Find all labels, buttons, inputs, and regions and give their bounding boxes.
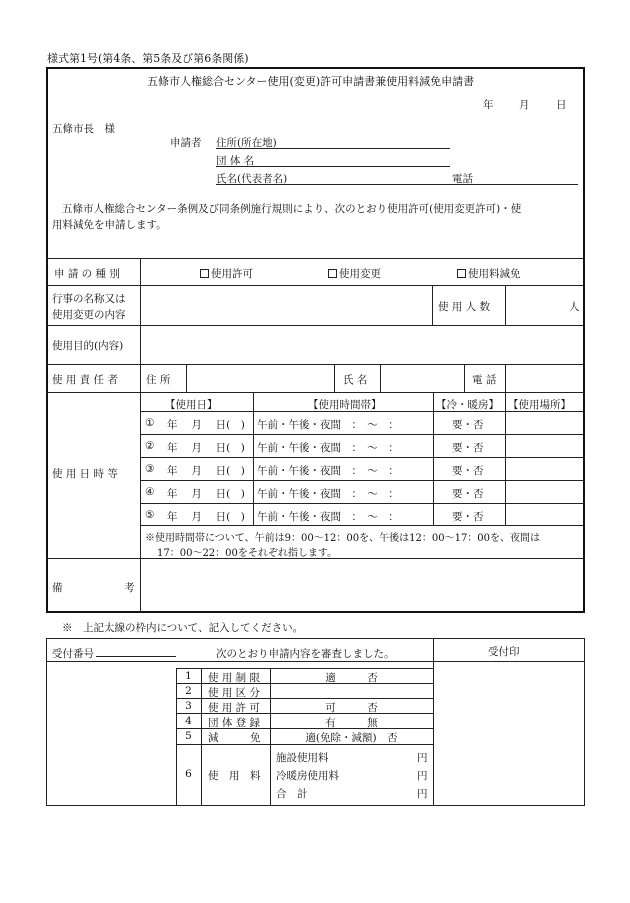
remarks-label-2: 考 — [124, 582, 135, 594]
yen-1: 円 — [417, 752, 428, 764]
row-time: 午前・午後・夜間 ： ～ ： — [257, 465, 399, 477]
checkbox-icon[interactable] — [328, 269, 337, 278]
row-ac: 要・否 — [452, 465, 484, 477]
event-label-1: 行事の名称又は — [52, 293, 126, 305]
resp-name-label: 氏 名 — [343, 374, 368, 386]
datetime-label: 使 用 日 時 等 — [52, 468, 118, 480]
row-date: 年 月 日( ) — [167, 465, 245, 477]
row-time: 午前・午後・夜間 ： ～ ： — [257, 511, 399, 523]
form-header: 様式第1号(第4条、第5条及び第6条関係) — [47, 52, 249, 65]
row-ac: 要・否 — [452, 419, 484, 431]
row-date: 年 月 日( ) — [167, 511, 245, 523]
row-date: 年 月 日( ) — [167, 442, 245, 454]
body-text-2: 用料減免を申請します。 — [52, 219, 167, 231]
checkbox-icon[interactable] — [457, 269, 466, 278]
row-time: 午前・午後・夜間 ： ～ ： — [257, 488, 399, 500]
receipt-number-label: 受付番号 — [52, 646, 176, 661]
resp-address-label: 住 所 — [146, 374, 171, 386]
applicant-label: 申請者 — [170, 137, 202, 149]
date-day: 日 — [556, 99, 567, 111]
applicant-group-field[interactable]: 団 体 名 — [216, 153, 450, 167]
body-text-1: 五條市人権総合センター条例及び同条例施行規則により、次のとおり使用許可(使用変更許可)・使 — [62, 203, 522, 215]
fee-ac: 冷暖房使用料 — [276, 770, 339, 782]
row-number: ② — [145, 440, 155, 452]
addressee: 五條市長 様 — [52, 123, 115, 135]
row-ac: 要・否 — [452, 442, 484, 454]
row-time: 午前・午後・夜間 ： ～ ： — [257, 442, 399, 454]
option-use-change[interactable]: 使用変更 — [328, 266, 381, 281]
type-label: 申 請 の 種 別 — [54, 268, 120, 280]
reception-stamp-label: 受付印 — [488, 646, 520, 658]
row-date: 年 月 日( ) — [167, 419, 245, 431]
applicant-name-field[interactable]: 氏名(代表者名) 電話 — [216, 171, 578, 185]
fee-total: 合 計 — [276, 788, 308, 800]
yen-3: 円 — [417, 788, 428, 800]
form-title: 五條市人権総合センター使用(変更)許可申請書兼使用料減免申請書 — [147, 75, 475, 88]
row-number: ④ — [145, 486, 155, 498]
row-ac: 要・否 — [452, 488, 484, 500]
event-label-2: 使用変更の内容 — [52, 309, 126, 321]
checkbox-icon[interactable] — [200, 269, 209, 278]
purpose-label: 使用目的(内容) — [52, 340, 124, 352]
option-fee-reduction[interactable]: 使用料減免 — [457, 266, 521, 281]
header-use-date: 【使用日】 — [165, 399, 218, 411]
reviewed-text: 次のとおり申請内容を審査しました。 — [216, 648, 395, 660]
option-use-permit[interactable]: 使用許可 — [200, 266, 253, 281]
yen-2: 円 — [417, 770, 428, 782]
people-label: 使 用 人 数 — [438, 301, 491, 313]
row-number: ① — [145, 417, 155, 429]
header-ac-heat: 【冷・暖房】 — [436, 399, 499, 411]
row-ac: 要・否 — [452, 511, 484, 523]
date-year: 年 — [483, 99, 494, 111]
remarks-label-1: 備 — [52, 582, 63, 594]
people-unit: 人 — [569, 301, 580, 313]
fee-label: 使 用 料 — [208, 770, 261, 782]
fill-note: ※ 上記太線の枠内について、記入してください。 — [62, 622, 304, 634]
header-place: 【使用場所】 — [508, 399, 571, 411]
row-number: ⑤ — [145, 509, 155, 521]
resp-phone-label: 電 話 — [472, 374, 497, 386]
applicant-address-field[interactable]: 住所(所在地) — [216, 135, 450, 149]
fee-facility: 施設使用料 — [276, 752, 329, 764]
row-time: 午前・午後・夜間 ： ～ ： — [257, 419, 399, 431]
row-date: 年 月 日( ) — [167, 488, 245, 500]
fee-number: 6 — [185, 768, 192, 780]
date-month: 月 — [519, 99, 530, 111]
row-number: ③ — [145, 463, 155, 475]
applicant-phone-label: 電話 — [452, 173, 473, 185]
time-note-2: 17：00～22：00をそれぞれ指します。 — [157, 548, 338, 559]
responsible-label: 使 用 責 任 者 — [52, 374, 118, 386]
header-time-slot: 【使用時間帯】 — [308, 399, 382, 411]
time-note-1: ※使用時間帯について、午前は9：00～12：00を、午後は12：00～17：00を、夜間は — [145, 533, 541, 544]
